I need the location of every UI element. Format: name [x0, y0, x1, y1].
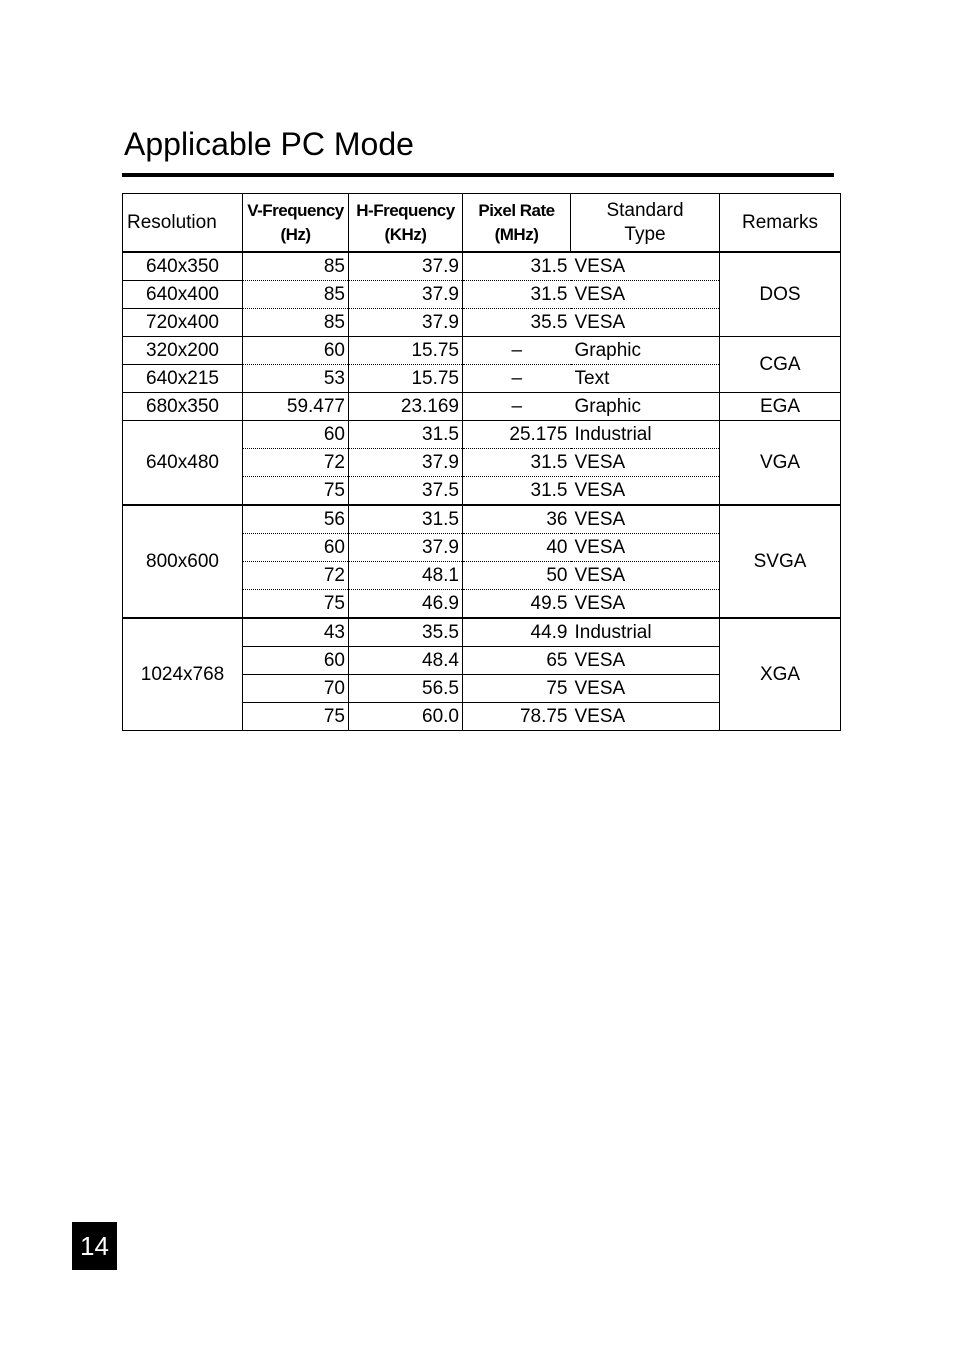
cell-hfreq: 60.0 — [349, 703, 463, 731]
cell-vfreq: 53 — [243, 365, 349, 393]
cell-standard: VESA — [571, 449, 720, 477]
cell-pixel-rate: 78.75 — [463, 703, 571, 731]
page-number: 14 — [72, 1222, 117, 1270]
cell-vfreq: 75 — [243, 590, 349, 619]
header-vfreq — [243, 194, 349, 253]
cell-pixel-rate: 40 — [463, 534, 571, 562]
cell-pixel-rate: 31.5 — [463, 477, 571, 506]
header-vfreq-line2: (Hz) — [280, 224, 311, 244]
cell-pixel-rate: 36 — [463, 505, 571, 534]
table-row — [123, 421, 841, 449]
cell-pixel-rate: 25.175 — [463, 421, 571, 449]
cell-standard: Graphic — [571, 393, 720, 421]
table-row — [123, 393, 841, 421]
cell-pixel-rate: 75 — [463, 675, 571, 703]
cell-hfreq: 56.5 — [349, 675, 463, 703]
cell-vfreq: 75 — [243, 703, 349, 731]
cell-pixel-rate: 65 — [463, 647, 571, 675]
title-rule — [122, 173, 834, 177]
cell-hfreq: 31.5 — [349, 505, 463, 534]
cell-resolution: 720x400 — [123, 309, 243, 337]
cell-pixel-rate: 35.5 — [463, 309, 571, 337]
cell-vfreq: 72 — [243, 449, 349, 477]
cell-hfreq: 37.9 — [349, 252, 463, 281]
cell-vfreq: 75 — [243, 477, 349, 506]
cell-standard: VESA — [571, 562, 720, 590]
header-pixel-rate — [463, 194, 571, 253]
cell-hfreq: 31.5 — [349, 421, 463, 449]
cell-pixel-rate: 49.5 — [463, 590, 571, 619]
table-row — [123, 618, 841, 647]
cell-vfreq: 60 — [243, 647, 349, 675]
cell-vfreq: 56 — [243, 505, 349, 534]
cell-hfreq: 37.9 — [349, 449, 463, 477]
cell-standard: VESA — [574, 706, 626, 727]
header-row — [123, 194, 841, 253]
cell-remarks: VGA — [720, 421, 841, 506]
cell-vfreq: 85 — [243, 309, 349, 337]
cell-standard: Text — [571, 365, 720, 393]
table-row — [123, 337, 841, 365]
header-hfreq — [349, 194, 463, 253]
header-standard — [571, 194, 720, 253]
cell-resolution: 1024x768 — [140, 664, 225, 685]
cell-vfreq: 72 — [243, 562, 349, 590]
cell-resolution: 680x350 — [123, 393, 243, 421]
table-row — [123, 505, 841, 534]
cell-hfreq: 48.1 — [349, 562, 463, 590]
cell-hfreq: 37.9 — [349, 309, 463, 337]
header-resolution: Resolution — [123, 194, 243, 253]
cell-hfreq: 15.75 — [349, 365, 463, 393]
cell-vfreq: 59.477 — [243, 393, 349, 421]
cell-pixel-rate: – — [463, 393, 571, 421]
cell-pixel-rate: 31.5 — [463, 449, 571, 477]
cell-hfreq: 37.9 — [349, 281, 463, 309]
header-remarks: Remarks — [720, 194, 841, 253]
cell-hfreq: 46.9 — [349, 590, 463, 619]
page-title: Applicable PC Mode — [124, 126, 414, 162]
cell-resolution: 640x350 — [123, 252, 243, 281]
cell-standard: VESA — [571, 309, 720, 337]
cell-pixel-rate: – — [463, 337, 571, 365]
cell-remarks: SVGA — [720, 505, 841, 618]
cell-standard: VESA — [571, 281, 720, 309]
cell-pixel-rate: 31.5 — [463, 281, 571, 309]
cell-hfreq: 23.169 — [349, 393, 463, 421]
cell-remarks: DOS — [720, 252, 841, 337]
cell-resolution: 640x400 — [123, 281, 243, 309]
cell-hfreq: 35.5 — [349, 618, 463, 647]
cell-pixel-rate: 50 — [463, 562, 571, 590]
cell-pixel-rate: – — [463, 365, 571, 393]
cell-standard: VESA — [571, 477, 720, 506]
cell-hfreq: 48.4 — [349, 647, 463, 675]
cell-resolution: 640x215 — [123, 365, 243, 393]
cell-remarks: XGA — [720, 618, 841, 731]
cell-standard: Industrial — [571, 421, 720, 449]
cell-vfreq: 85 — [243, 252, 349, 281]
cell-resolution: 640x480 — [123, 421, 243, 506]
pc-mode-table — [122, 193, 841, 731]
header-vfreq-line1: V-Frequency — [247, 200, 344, 220]
header-standard-line1: Standard — [606, 199, 684, 221]
cell-standard: Industrial — [571, 618, 720, 647]
header-hfreq-line1: H-Frequency — [356, 200, 455, 220]
header-pixel-line1: Pixel Rate — [478, 200, 555, 220]
cell-hfreq: 15.75 — [349, 337, 463, 365]
cell-standard: VESA — [571, 252, 720, 281]
header-hfreq-line2: (KHz) — [384, 224, 427, 244]
table-row — [123, 252, 841, 281]
cell-hfreq: 37.5 — [349, 477, 463, 506]
cell-vfreq: 70 — [243, 675, 349, 703]
cell-vfreq: 85 — [243, 281, 349, 309]
cell-vfreq: 43 — [243, 618, 349, 647]
cell-standard: VESA — [571, 647, 720, 675]
cell-vfreq: 60 — [243, 337, 349, 365]
cell-standard: VESA — [571, 534, 720, 562]
cell-resolution: 320x200 — [123, 337, 243, 365]
cell-standard: VESA — [571, 590, 720, 619]
header-standard-line2: Type — [624, 223, 666, 245]
cell-vfreq: 60 — [243, 534, 349, 562]
cell-standard: VESA — [571, 505, 720, 534]
cell-vfreq: 60 — [243, 421, 349, 449]
cell-remarks: CGA — [720, 337, 841, 393]
header-pixel-line2: (MHz) — [494, 224, 539, 244]
cell-standard: VESA — [571, 675, 720, 703]
cell-pixel-rate: 31.5 — [463, 252, 571, 281]
cell-pixel-rate: 44.9 — [463, 618, 571, 647]
cell-resolution: 800x600 — [123, 505, 243, 618]
cell-standard: Graphic — [571, 337, 720, 365]
cell-hfreq: 37.9 — [349, 534, 463, 562]
cell-remarks: EGA — [720, 393, 841, 421]
